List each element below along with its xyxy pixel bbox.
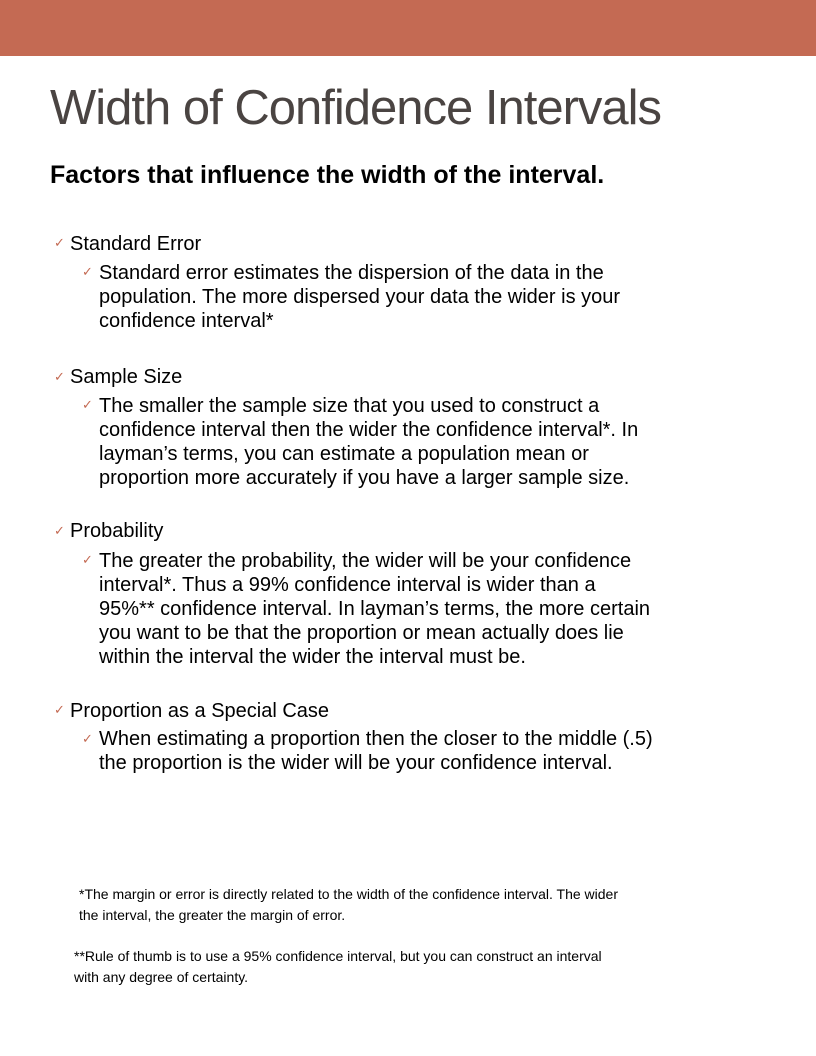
top-accent-bar [0,0,816,56]
checkmark-icon: ✓ [82,264,93,279]
section-body: The smaller the sample size that you used to construct a confidence interval then the wider the confidence interval*. In layman’s terms, you can estimate a population mean or proportion more accurately if you have a larger sample size. [99,395,639,489]
section-heading: Probability [70,520,164,542]
checkmark-icon: ✓ [54,523,65,538]
checkmark-icon: ✓ [54,369,65,384]
checkmark-icon: ✓ [82,397,93,412]
page-subtitle: Factors that influence the width of the interval. [50,161,605,189]
section-body: Standard error estimates the dispersion of the data in the population. The more dispersed your data the wider is your confidence interval* [99,262,621,332]
checkmark-icon: ✓ [54,235,65,250]
section-heading: Proportion as a Special Case [70,700,330,722]
checkmark-icon: ✓ [54,702,65,717]
checkmark-icon: ✓ [82,731,93,746]
page-title: Width of Confidence Intervals [50,81,662,135]
footnote: **Rule of thumb is to use a 95% confidence interval, but you can construct an interval with any degree of certainty. [74,948,602,985]
section-body: When estimating a proportion then the closer to the middle (.5) the proportion is the wider will be your confidence interval. [99,728,653,774]
section-heading: Sample Size [70,366,183,388]
checkmark-icon: ✓ [82,552,93,567]
section-heading: Standard Error [70,233,202,255]
footnote: *The margin or error is directly related to the width of the confidence interval. The wider the interval, the greater the margin of error. [79,886,618,923]
section-body: The greater the probability, the wider will be your confidence interval*. Thus a 99% confidence interval is wider than a 95%** confidence interval. In layman’s terms, the more certain you want to be that the proportion or mean actually does lie within the interval the wider the interval must be. [99,550,651,668]
